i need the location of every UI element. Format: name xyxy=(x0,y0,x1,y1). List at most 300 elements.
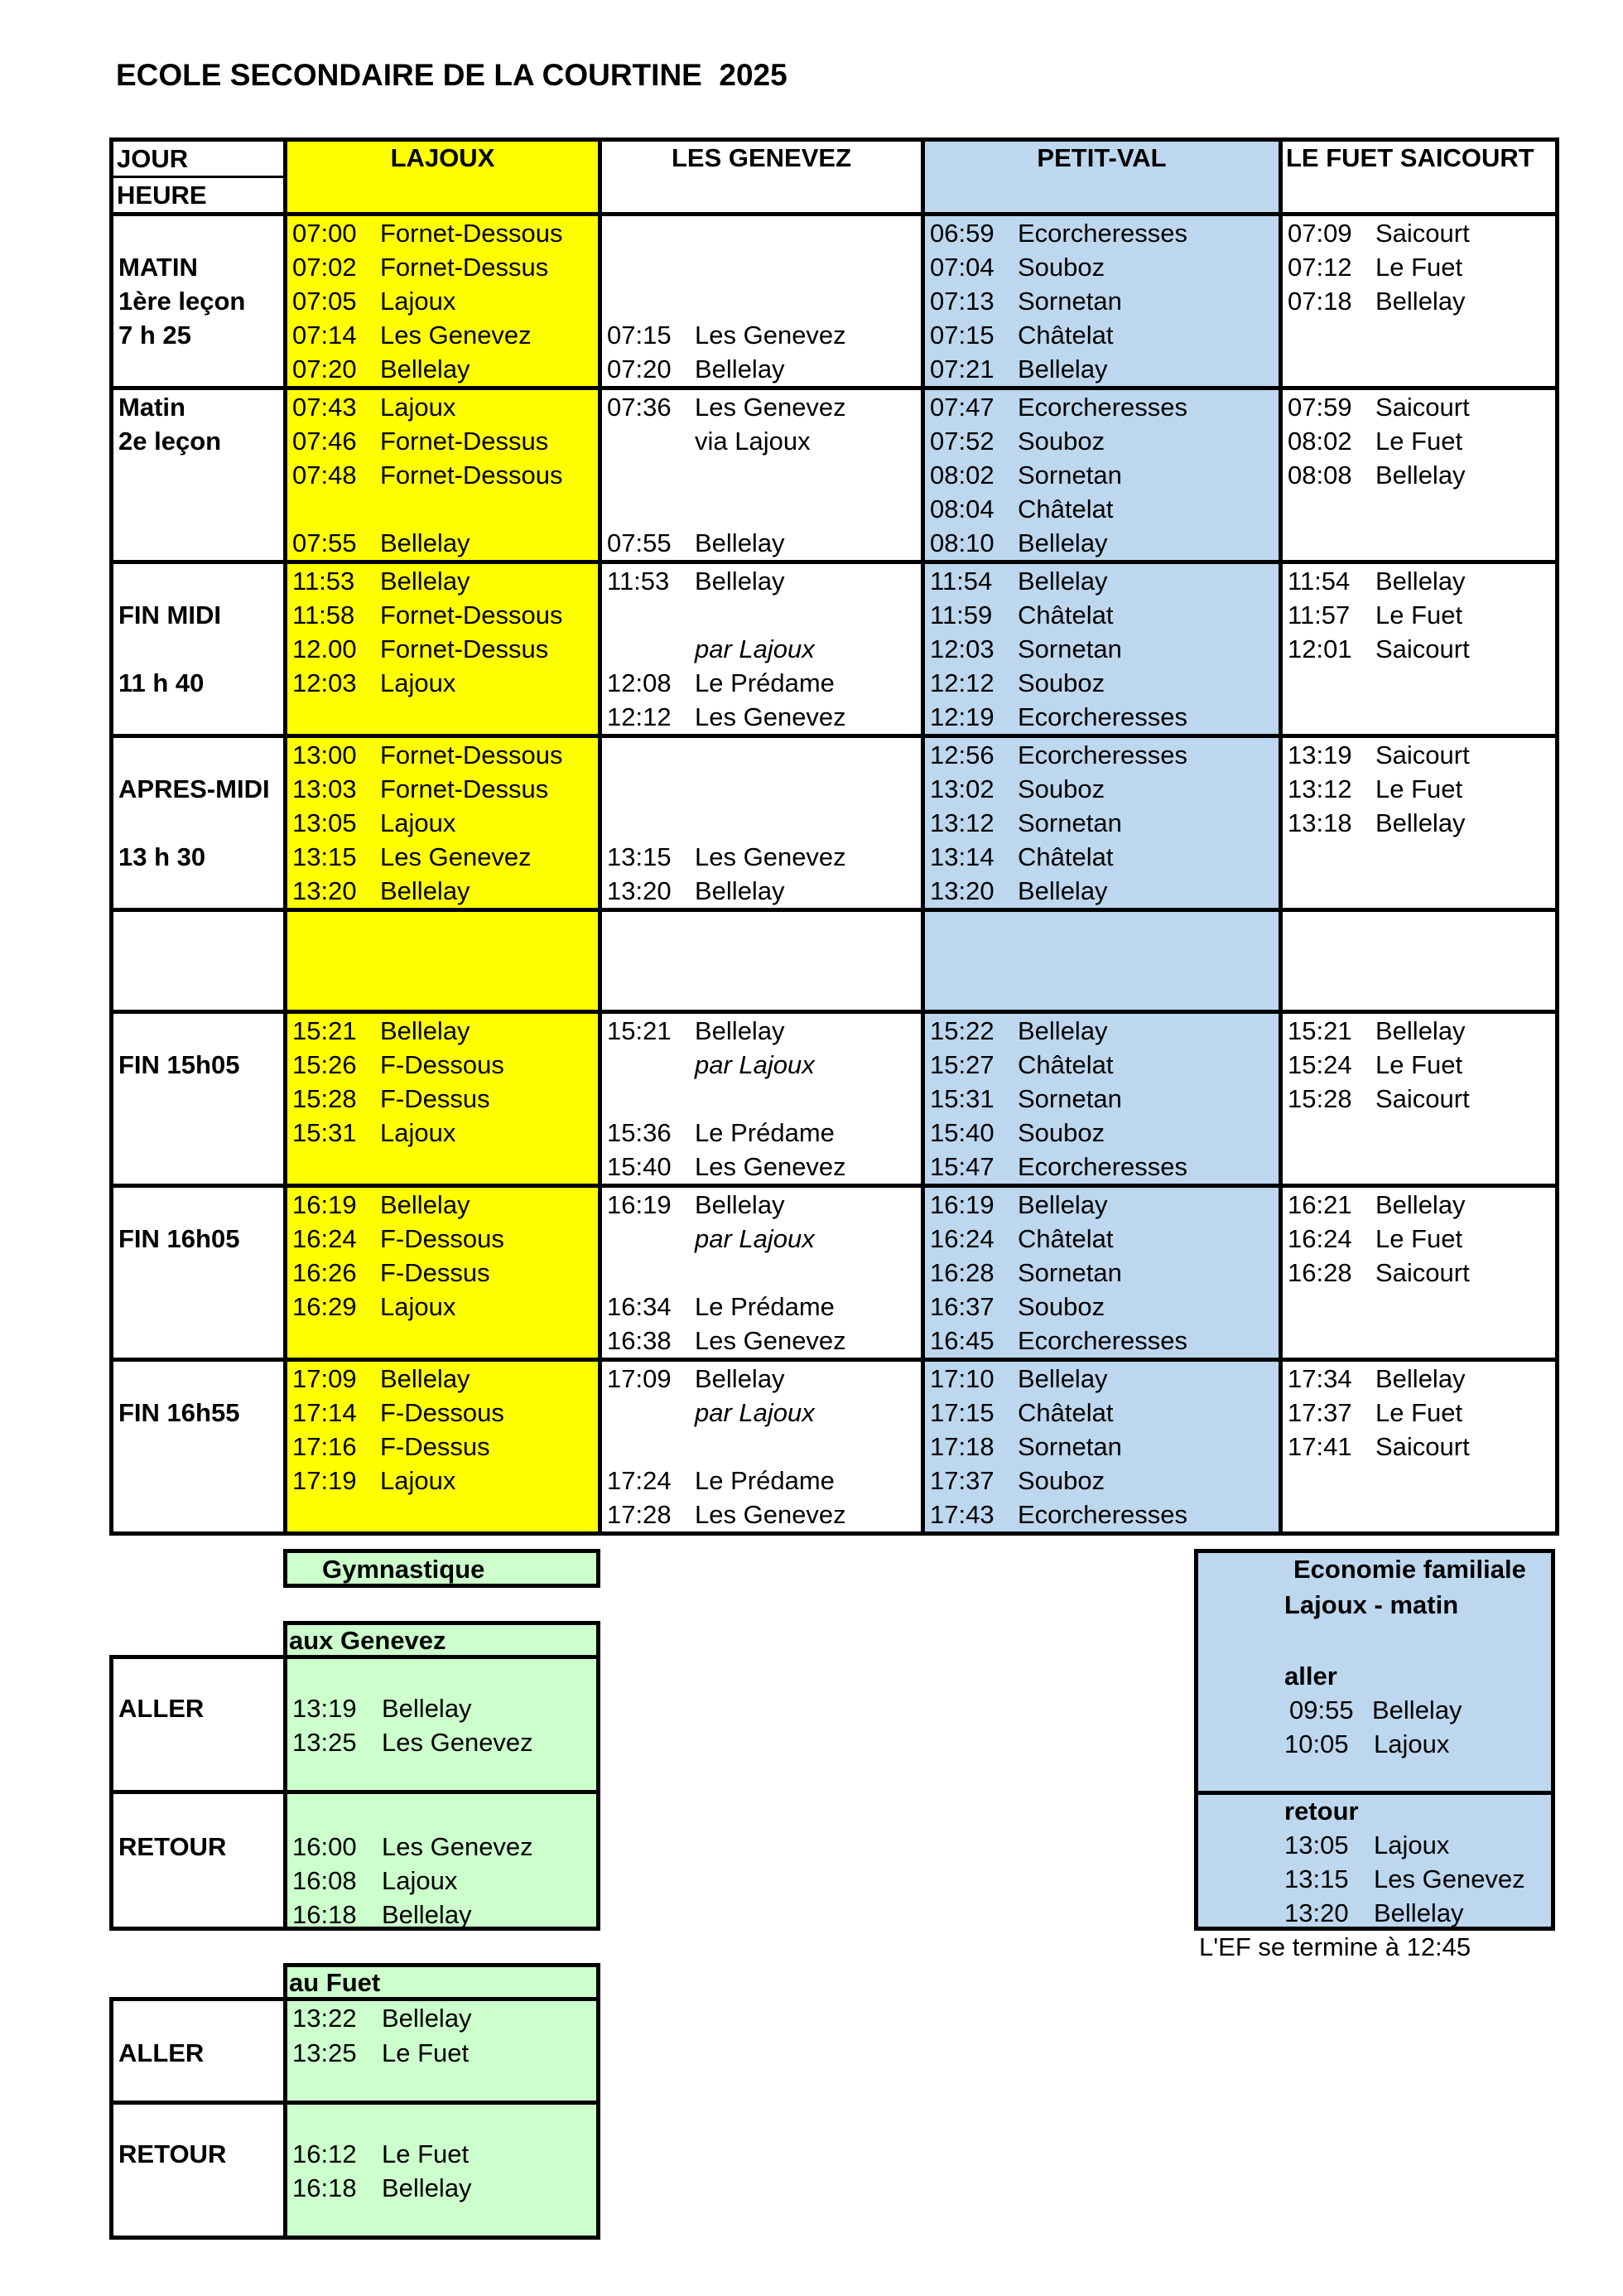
stop-time: 07:55 xyxy=(607,528,672,557)
ef-retour-label: retour xyxy=(1284,1797,1359,1826)
stop-entry xyxy=(287,1188,598,1222)
block-label-line: 7 h 25 xyxy=(118,321,191,350)
stop-entry xyxy=(602,1396,921,1430)
stop-place: Les Genevez xyxy=(695,1500,846,1529)
block-label-line: MATIN xyxy=(118,253,198,282)
gym-title: Gymnastique xyxy=(322,1555,485,1584)
stop-entry xyxy=(602,700,921,734)
block-label-line xyxy=(118,632,283,666)
stop-entry xyxy=(287,492,598,526)
stop-entry xyxy=(1283,666,1555,700)
gym-genevez-aller-row: 13:19 Bellelay xyxy=(292,1694,472,1723)
schedule-block xyxy=(112,215,1558,388)
gym-fuet-aller-box xyxy=(283,1997,600,2105)
stop-time: 07:00 xyxy=(292,219,357,248)
stop-place: Souboz xyxy=(1018,774,1105,803)
stop-time: 08:08 xyxy=(1288,461,1352,490)
stop-entry xyxy=(287,874,598,908)
stop-time: 12:12 xyxy=(607,702,672,731)
stop-place: Bellelay xyxy=(1375,1364,1466,1393)
stop-time: 17:43 xyxy=(930,1500,995,1529)
stop-time: 17:34 xyxy=(1288,1364,1352,1393)
gym-fuet-retour-row: 16:12 Le Fuet xyxy=(292,2139,470,2168)
stop-time: 17:37 xyxy=(930,1466,995,1495)
column-header-le-fuet-saicourt: LE FUET SAICOURT xyxy=(1281,140,1558,215)
stop-time: 17:09 xyxy=(292,1364,357,1393)
stop-entry xyxy=(925,458,1279,492)
column-cell-lajoux xyxy=(286,1012,600,1186)
stop-entry xyxy=(1283,458,1555,492)
stop-place: Bellelay xyxy=(1018,567,1108,596)
stop-entry xyxy=(1283,1222,1555,1256)
ef-retour-box xyxy=(1194,1791,1555,1931)
column-cell-les-genevez xyxy=(600,562,923,736)
block-label-line xyxy=(118,1430,283,1464)
column-header-les-genevez: LES GENEVEZ xyxy=(600,140,923,215)
stop-place: Fornet-Dessus xyxy=(380,634,549,663)
stop-entry xyxy=(925,738,1279,772)
stop-time: 13:20 xyxy=(607,876,672,905)
stop-time: 07:48 xyxy=(292,461,357,490)
stop-place: Saicourt xyxy=(1375,1258,1470,1287)
stop-entry xyxy=(1283,1188,1555,1222)
stop-time: 17:14 xyxy=(292,1398,357,1427)
column-cell-les-genevez xyxy=(600,736,923,910)
block-label-line xyxy=(118,1498,283,1531)
stop-place: Fornet-Dessous xyxy=(380,461,563,490)
stop-time: 16:24 xyxy=(930,1224,995,1253)
stop-time: 11:59 xyxy=(930,601,993,629)
gym-fuet-retour-label: RETOUR xyxy=(118,2139,227,2168)
column-cell-lajoux xyxy=(286,215,600,388)
gym-fuet-heading: au Fuet xyxy=(289,1968,381,1997)
stop-entry xyxy=(1283,1082,1555,1116)
stop-time: 12:19 xyxy=(930,702,995,731)
stop-time: 15:21 xyxy=(1288,1016,1352,1045)
stop-entry xyxy=(925,1082,1279,1116)
stop-entry xyxy=(602,1324,921,1358)
gym-genevez-retour-row: 16:00 Les Genevez xyxy=(292,1832,533,1861)
stop-entry xyxy=(925,318,1279,352)
column-cell-petit-val xyxy=(923,1012,1281,1186)
column-cell-petit-val xyxy=(923,1186,1281,1360)
stop-time: 11:54 xyxy=(1288,567,1351,596)
stop-entry xyxy=(602,874,921,908)
block-label-line: 11 h 40 xyxy=(118,668,205,697)
stop-time: 15:40 xyxy=(607,1152,672,1181)
ef-aller-box xyxy=(1194,1549,1555,1795)
column-cell-le-fuet-saicourt xyxy=(1281,1012,1558,1186)
stop-entry xyxy=(925,700,1279,734)
stop-time: 15:28 xyxy=(292,1084,357,1113)
stop-time: 12:03 xyxy=(930,634,995,663)
column-cell-petit-val xyxy=(923,736,1281,910)
stop-time: 07:09 xyxy=(1288,219,1352,248)
stop-place: Bellelay xyxy=(380,1016,470,1045)
stop-entry xyxy=(925,526,1279,560)
stop-entry xyxy=(287,1324,598,1358)
stop-place: Bellelay xyxy=(695,1190,785,1219)
column-cell-le-fuet-saicourt xyxy=(1281,1360,1558,1534)
stop-place: Fornet-Dessous xyxy=(380,740,563,769)
stop-entry xyxy=(1283,1430,1555,1464)
stop-time: 11:58 xyxy=(292,601,355,629)
stop-entry xyxy=(925,1222,1279,1256)
column-cell-lajoux xyxy=(286,1186,600,1360)
stop-place: Fornet-Dessus xyxy=(380,427,549,456)
stop-entry xyxy=(287,1290,598,1324)
block-label-line xyxy=(118,1464,283,1498)
stop-entry xyxy=(1283,216,1555,250)
stop-entry xyxy=(925,874,1279,908)
block-label-line: FIN 16h05 xyxy=(118,1224,240,1253)
stop-time: 16:24 xyxy=(1288,1224,1352,1253)
stop-time: 13:12 xyxy=(930,808,995,837)
stop-place: Souboz xyxy=(1018,1466,1105,1495)
stop-place: Sornetan xyxy=(1018,287,1122,316)
block-label-line: FIN 16h55 xyxy=(118,1398,240,1427)
column-cell-petit-val xyxy=(923,388,1281,562)
stop-time: 11:54 xyxy=(930,567,993,596)
stop-place: Fornet-Dessous xyxy=(380,219,563,248)
stop-entry xyxy=(1283,1290,1555,1324)
ef-retour-row: 13:15 Les Genevez xyxy=(1284,1864,1525,1893)
stop-entry xyxy=(925,1430,1279,1464)
blank-cell-le-fuet-saicourt xyxy=(1281,910,1558,1012)
column-cell-le-fuet-saicourt xyxy=(1281,1186,1558,1360)
stop-place: Saicourt xyxy=(1375,1084,1470,1113)
stop-entry xyxy=(287,318,598,352)
stop-entry xyxy=(1283,738,1555,772)
stop-entry xyxy=(602,424,921,458)
stop-time: 13:20 xyxy=(292,876,357,905)
column-cell-lajoux xyxy=(286,736,600,910)
stop-entry xyxy=(287,1082,598,1116)
stop-entry xyxy=(287,772,598,806)
stop-place: Le Prédame xyxy=(695,1466,835,1495)
stop-time: 13:15 xyxy=(292,842,357,871)
stop-entry xyxy=(925,390,1279,424)
stop-entry xyxy=(287,1430,598,1464)
block-label-line xyxy=(118,352,283,386)
stop-place: Bellelay xyxy=(1018,1190,1108,1219)
stop-entry xyxy=(925,250,1279,284)
stop-place: Bellelay xyxy=(380,876,470,905)
stop-place: Le Fuet xyxy=(1375,1050,1463,1079)
stop-time: 17:10 xyxy=(930,1364,995,1393)
column-header-lajoux: LAJOUX xyxy=(286,140,600,215)
stop-place: Châtelat xyxy=(1018,1224,1114,1253)
stop-entry xyxy=(925,772,1279,806)
ef-note: L'EF se termine à 12:45 xyxy=(1199,1932,1471,1961)
column-cell-les-genevez xyxy=(600,1360,923,1534)
stop-time: 16:28 xyxy=(930,1258,995,1287)
stop-entry xyxy=(287,216,598,250)
stop-place: F-Dessous xyxy=(380,1398,504,1427)
stop-entry xyxy=(1283,318,1555,352)
stop-entry xyxy=(602,284,921,318)
stop-place: Souboz xyxy=(1018,253,1105,282)
stop-place: Ecorcheresses xyxy=(1018,1152,1188,1181)
stop-time: 12:01 xyxy=(1288,634,1352,663)
stop-entry xyxy=(602,1256,921,1290)
stop-entry xyxy=(602,1116,921,1150)
stop-entry xyxy=(602,492,921,526)
column-cell-petit-val xyxy=(923,562,1281,736)
stop-entry xyxy=(602,564,921,598)
stop-entry xyxy=(925,1116,1279,1150)
stop-entry xyxy=(925,1290,1279,1324)
stop-place: Châtelat xyxy=(1018,842,1114,871)
gym-fuet-aller-label: ALLER xyxy=(118,2038,205,2067)
stop-place: par Lajoux xyxy=(695,1050,815,1079)
stop-time: 07:55 xyxy=(292,528,357,557)
stop-entry xyxy=(287,1222,598,1256)
stop-time: 15:28 xyxy=(1288,1084,1352,1113)
stop-entry xyxy=(925,1048,1279,1082)
stop-entry xyxy=(925,1498,1279,1531)
stop-place: Lajoux xyxy=(380,1118,456,1147)
jour-heure-cell xyxy=(112,140,286,215)
page-title: ECOLE SECONDAIRE DE LA COURTINE 2025 xyxy=(116,58,787,92)
stop-place: par Lajoux xyxy=(695,634,815,663)
stop-time: 15:31 xyxy=(930,1084,995,1113)
stop-time: 13:03 xyxy=(292,774,357,803)
stop-entry xyxy=(287,666,598,700)
ef-retour-row: 13:05 Lajoux xyxy=(1284,1831,1450,1859)
block-label-line xyxy=(118,806,283,840)
stop-place: Bellelay xyxy=(380,567,470,596)
stop-place: Les Genevez xyxy=(695,321,846,350)
stop-entry xyxy=(1283,424,1555,458)
stop-place: Bellelay xyxy=(1375,287,1466,316)
stop-entry xyxy=(602,352,921,386)
stop-place: Bellelay xyxy=(1375,1016,1466,1045)
stop-time: 17:37 xyxy=(1288,1398,1352,1427)
gym-genevez-heading-box xyxy=(283,1621,600,1659)
stop-time: 13:20 xyxy=(930,876,995,905)
column-cell-petit-val xyxy=(923,215,1281,388)
schedule-block xyxy=(112,736,1558,910)
stop-entry xyxy=(287,806,598,840)
stop-place: Ecorcheresses xyxy=(1018,393,1188,422)
stop-entry xyxy=(925,284,1279,318)
stop-entry xyxy=(1283,1116,1555,1150)
stop-entry xyxy=(287,1048,598,1082)
gym-genevez-aller-box xyxy=(283,1655,600,1794)
stop-place: Le Fuet xyxy=(1375,774,1463,803)
stop-entry xyxy=(925,666,1279,700)
stop-entry xyxy=(925,1150,1279,1184)
block-label-line xyxy=(118,1324,283,1358)
header-row xyxy=(112,140,1558,215)
stop-entry xyxy=(602,1498,921,1531)
stop-time: 13:12 xyxy=(1288,774,1352,803)
gym-genevez-retour-box xyxy=(283,1790,600,1931)
blank-cell-les-genevez xyxy=(600,910,923,1012)
stop-entry xyxy=(602,632,921,666)
block-label-cell xyxy=(112,388,286,562)
stop-place: Les Genevez xyxy=(695,1152,846,1181)
stop-entry xyxy=(1283,250,1555,284)
stop-time: 12:12 xyxy=(930,668,995,697)
stop-entry xyxy=(287,1498,598,1531)
column-cell-les-genevez xyxy=(600,1012,923,1186)
stop-entry xyxy=(1283,806,1555,840)
stop-time: 13:19 xyxy=(1288,740,1352,769)
stop-entry xyxy=(1283,1498,1555,1531)
stop-time: 16:24 xyxy=(292,1224,357,1253)
stop-entry xyxy=(602,1222,921,1256)
block-label-line xyxy=(118,216,283,250)
block-label-line xyxy=(118,700,283,734)
stop-place: Bellelay xyxy=(695,876,785,905)
stop-time: 17:24 xyxy=(607,1466,672,1495)
stop-entry xyxy=(287,1014,598,1048)
stop-place: Ecorcheresses xyxy=(1018,740,1188,769)
schedule-block xyxy=(112,388,1558,562)
stop-time: 07:59 xyxy=(1288,393,1352,422)
stop-entry xyxy=(925,564,1279,598)
stop-entry xyxy=(1283,1048,1555,1082)
stop-time: 07:13 xyxy=(930,287,995,316)
stop-entry xyxy=(287,564,598,598)
stop-place: Lajoux xyxy=(380,668,456,697)
stop-entry xyxy=(287,1116,598,1150)
gym-fuet-aller-row: 13:25 Le Fuet xyxy=(292,2038,470,2067)
stop-place: via Lajoux xyxy=(695,427,811,456)
stop-time: 17:28 xyxy=(607,1500,672,1529)
stop-time: 07:04 xyxy=(930,253,995,282)
column-cell-lajoux xyxy=(286,388,600,562)
ef-subtitle: Lajoux - matin xyxy=(1284,1590,1459,1619)
gym-fuet-retour-box xyxy=(283,2101,600,2240)
stop-place: Le Prédame xyxy=(695,668,835,697)
block-label-line xyxy=(118,874,283,908)
stop-place: Le Prédame xyxy=(695,1292,835,1321)
column-header-petit-val: PETIT-VAL xyxy=(923,140,1281,215)
stop-entry xyxy=(602,1430,921,1464)
stop-time: 08:04 xyxy=(930,494,995,523)
stop-time: 17:15 xyxy=(930,1398,995,1427)
stop-entry xyxy=(602,1290,921,1324)
block-label-line xyxy=(118,1188,283,1222)
stop-entry xyxy=(1283,1324,1555,1358)
stop-entry xyxy=(287,526,598,560)
block-label-line: 2e leçon xyxy=(118,427,222,456)
stop-entry xyxy=(287,632,598,666)
stop-place: Bellelay xyxy=(1018,355,1108,383)
stop-place: Châtelat xyxy=(1018,321,1114,350)
stop-entry xyxy=(287,840,598,874)
stop-time: 07:18 xyxy=(1288,287,1352,316)
gym-genevez-retour-row: 16:18 Bellelay xyxy=(292,1900,472,1929)
stop-entry xyxy=(1283,284,1555,318)
gym-title-box xyxy=(283,1549,600,1588)
stop-place: Bellelay xyxy=(1375,1190,1466,1219)
block-label-cell xyxy=(112,736,286,910)
stop-place: Bellelay xyxy=(695,1364,785,1393)
stop-entry xyxy=(1283,772,1555,806)
stop-time: 12:08 xyxy=(607,668,672,697)
blank-row xyxy=(112,910,1558,1012)
stop-place: Les Genevez xyxy=(695,393,846,422)
stop-entry xyxy=(1283,598,1555,632)
gym-genevez-aller-row: 13:25 Les Genevez xyxy=(292,1728,533,1757)
stop-entry xyxy=(1283,390,1555,424)
stop-time: 15:22 xyxy=(930,1016,995,1045)
column-cell-le-fuet-saicourt xyxy=(1281,215,1558,388)
stop-time: 12.00 xyxy=(292,634,357,663)
blank-cell-lajoux xyxy=(286,910,600,1012)
stop-place: Lajoux xyxy=(380,287,456,316)
stop-entry xyxy=(1283,526,1555,560)
stop-time: 13:05 xyxy=(292,808,357,837)
stop-time: 11:57 xyxy=(1288,601,1351,629)
stop-place: Bellelay xyxy=(695,528,785,557)
stop-time: 07:43 xyxy=(292,393,357,422)
stop-entry xyxy=(1283,700,1555,734)
stop-entry xyxy=(1283,1362,1555,1396)
stop-entry xyxy=(602,1150,921,1184)
stop-entry xyxy=(1283,1396,1555,1430)
gym-genevez-retour-label: RETOUR xyxy=(118,1832,227,1861)
stop-place: F-Dessous xyxy=(380,1224,504,1253)
block-label-line xyxy=(118,1150,283,1184)
stop-time: 07:12 xyxy=(1288,253,1352,282)
stop-time: 15:40 xyxy=(930,1118,995,1147)
stop-time: 15:26 xyxy=(292,1050,357,1079)
stop-entry xyxy=(602,458,921,492)
stop-time: 07:46 xyxy=(292,427,357,456)
stop-entry xyxy=(287,424,598,458)
block-label-line: 13 h 30 xyxy=(118,842,206,871)
gym-fuet-aller-label-box xyxy=(109,1997,287,2105)
gym-fuet-aller-row: 13:22 Bellelay xyxy=(292,2004,472,2033)
stop-place: Souboz xyxy=(1018,427,1105,456)
block-label-line: 1ère leçon xyxy=(118,287,246,316)
stop-entry xyxy=(287,1464,598,1498)
stop-place: Lajoux xyxy=(380,808,456,837)
stop-time: 17:16 xyxy=(292,1432,357,1461)
stop-entry xyxy=(602,1362,921,1396)
stop-place: Ecorcheresses xyxy=(1018,1326,1188,1355)
schedule-block xyxy=(112,562,1558,736)
schedule-block xyxy=(112,1360,1558,1534)
stop-time: 13:18 xyxy=(1288,808,1352,837)
stop-place: Sornetan xyxy=(1018,1258,1122,1287)
stop-place: Bellelay xyxy=(380,1190,470,1219)
block-label-line xyxy=(118,1116,283,1150)
stop-time: 16:26 xyxy=(292,1258,357,1287)
bus-schedule-table xyxy=(109,137,1559,1536)
stop-entry xyxy=(1283,564,1555,598)
stop-place: Fornet-Dessous xyxy=(380,601,563,629)
column-cell-le-fuet-saicourt xyxy=(1281,388,1558,562)
stop-place: Ecorcheresses xyxy=(1018,219,1188,248)
stop-time: 16:37 xyxy=(930,1292,995,1321)
stop-time: 15:21 xyxy=(607,1016,672,1045)
stop-entry xyxy=(925,806,1279,840)
stop-entry xyxy=(602,1048,921,1082)
stop-entry xyxy=(287,458,598,492)
schedule-block xyxy=(112,1012,1558,1186)
stop-place: Le Fuet xyxy=(1375,427,1463,456)
stop-time: 16:28 xyxy=(1288,1258,1352,1287)
block-label-cell xyxy=(112,1012,286,1186)
stop-entry xyxy=(287,284,598,318)
stop-entry xyxy=(1283,1014,1555,1048)
